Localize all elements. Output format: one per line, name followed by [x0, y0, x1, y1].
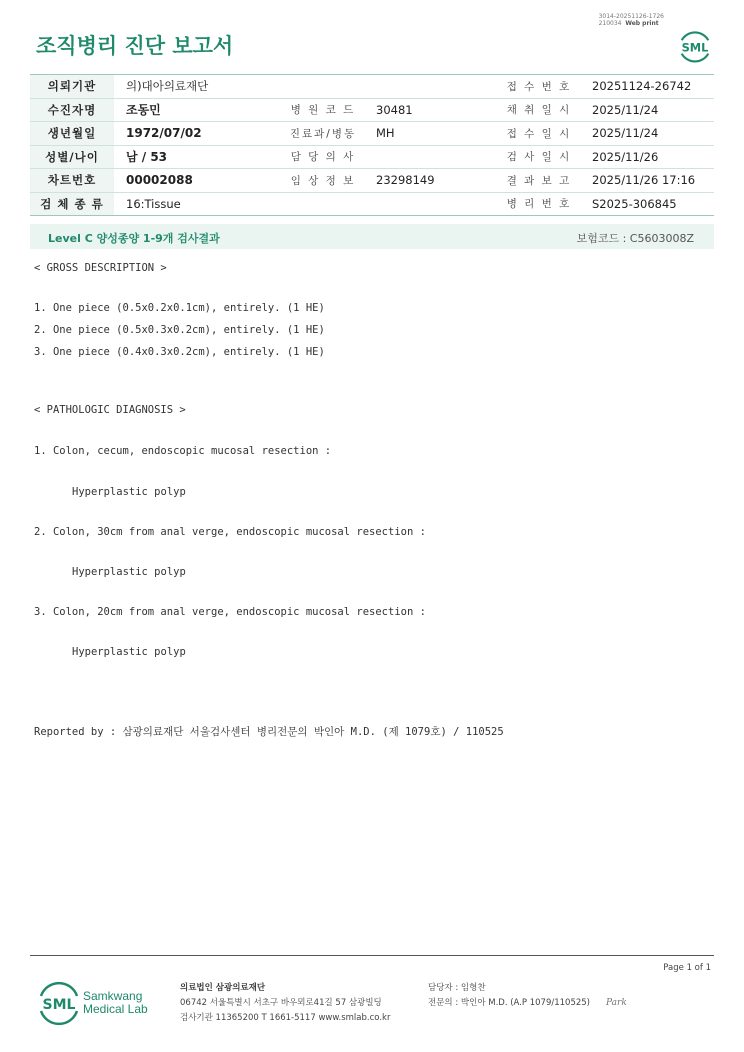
- reported-by: Reported by : 삼광의료재단 서울검사센터 병리전문의 박인아 M.D. (제 1079호) / 110525: [34, 726, 504, 738]
- gross-description-header: < GROSS DESCRIPTION >: [34, 262, 167, 274]
- info-label: 결 과 보 고: [498, 169, 580, 193]
- info-label: 채 취 일 시: [498, 98, 580, 122]
- info-label: [282, 75, 364, 99]
- info-value: MH: [364, 122, 498, 146]
- sml-logo-text: SML: [681, 40, 709, 55]
- info-value: [364, 145, 498, 169]
- test-banner: [30, 224, 714, 249]
- signature: Park: [606, 998, 627, 1008]
- info-label: 임 상 정 보: [282, 169, 364, 193]
- info-label: 병 원 코 드: [282, 98, 364, 122]
- info-value: 2025/11/26 17:16: [580, 169, 714, 193]
- info-label: 의뢰기관: [30, 75, 114, 99]
- pathologist: [428, 996, 627, 1011]
- info-label: 수진자명: [30, 98, 114, 122]
- test-name: Level C 양성종양 1-9개 검사결과: [48, 232, 220, 245]
- gross-item: 3. One piece (0.4x0.3x0.2cm), entirely. (1 HE): [34, 346, 325, 358]
- insurance-code: 보험코드 : C5603008Z: [576, 232, 694, 245]
- info-label: 진료과/병동: [282, 122, 364, 146]
- diagnosis-site: 3. Colon, 20cm from anal verge, endoscopic mucosal resection :: [34, 606, 426, 618]
- org-address: 06742 서울특별시 서초구 바우뫼로41길 57 삼광빌딩: [180, 998, 382, 1008]
- info-label: 성별/나이: [30, 145, 114, 169]
- info-value: 30481: [364, 98, 498, 122]
- diagnosis-result: Hyperplastic polyp: [72, 566, 186, 578]
- info-value: 23298149: [364, 169, 498, 193]
- info-row: [30, 122, 714, 146]
- info-value: 2025/11/24: [580, 98, 714, 122]
- info-row: [30, 75, 714, 99]
- patient-info-table: [30, 74, 714, 216]
- print-label: Web print: [625, 20, 659, 27]
- info-row: [30, 145, 714, 169]
- sml-footer-logo-text: SML: [42, 997, 76, 1013]
- staff-in-charge: 담당자 : 임형찬: [428, 983, 486, 993]
- info-label: 접 수 일 시: [498, 122, 580, 146]
- diagnosis-site: 1. Colon, cecum, endoscopic mucosal resection :: [34, 445, 332, 457]
- info-value: 남 / 53: [114, 145, 282, 169]
- footer-divider: [30, 955, 714, 956]
- brand-line-1: Samkwang: [83, 989, 143, 1003]
- info-label: 접 수 번 호: [498, 75, 580, 99]
- info-value: 의)대아의료재단: [114, 75, 282, 99]
- info-row: [30, 169, 714, 193]
- info-label: 담 당 의 사: [282, 145, 364, 169]
- pathologic-diagnosis-header: < PATHOLOGIC DIAGNOSIS >: [34, 404, 186, 416]
- footer-logo: [37, 980, 167, 1026]
- info-value: 1972/07/02: [114, 122, 282, 146]
- page-number: Page 1 of 1: [663, 963, 711, 973]
- info-value: 2025/11/26: [580, 145, 714, 169]
- pathologist-name: 전문의 : 박인아 M.D. (A.P 1079/110525): [428, 998, 590, 1008]
- org-name: 의료법인 삼광의료재단: [180, 983, 266, 993]
- info-value: S2025-306845: [580, 192, 714, 216]
- footer-staff: [428, 981, 627, 1011]
- info-row: [30, 192, 714, 216]
- info-label: 생년월일: [30, 122, 114, 146]
- gross-item: 2. One piece (0.5x0.3x0.2cm), entirely. (1 HE): [34, 324, 325, 336]
- diagnosis-result: Hyperplastic polyp: [72, 486, 186, 498]
- info-value: [364, 75, 498, 99]
- print-metadata: [599, 13, 664, 27]
- print-code: 210034: [598, 20, 622, 27]
- info-value: [364, 192, 498, 216]
- info-label: 차트번호: [30, 169, 114, 193]
- info-label: 검 체 종 류: [30, 192, 114, 216]
- brand-line-2: Medical Lab: [83, 1002, 148, 1016]
- info-value: 2025/11/24: [580, 122, 714, 146]
- diagnosis-site: 2. Colon, 30cm from anal verge, endoscopic mucosal resection :: [34, 526, 426, 538]
- gross-item: 1. One piece (0.5x0.2x0.1cm), entirely. (1 HE): [34, 302, 325, 314]
- print-id: 3014-20251126-1726: [598, 13, 664, 20]
- diagnosis-result: Hyperplastic polyp: [72, 646, 186, 658]
- info-value: 16:Tissue: [114, 192, 282, 216]
- info-row: [30, 98, 714, 122]
- footer-organization: [180, 981, 390, 1026]
- info-value: 20251124-26742: [580, 75, 714, 99]
- sml-footer-logo-icon: [37, 980, 81, 1026]
- org-contact: 검사기관 11365200 T 1661-5117 www.smlab.co.kr: [180, 1013, 391, 1023]
- sml-logo-icon: [676, 27, 714, 65]
- info-label: 검 사 일 시: [498, 145, 580, 169]
- info-label: 병 리 번 호: [498, 192, 580, 216]
- info-label: [282, 192, 364, 216]
- info-value: 00002088: [114, 169, 282, 193]
- print-code-line: [599, 20, 664, 27]
- report-title: 조직병리 진단 보고서: [36, 34, 234, 58]
- info-value: 조동민: [114, 98, 282, 122]
